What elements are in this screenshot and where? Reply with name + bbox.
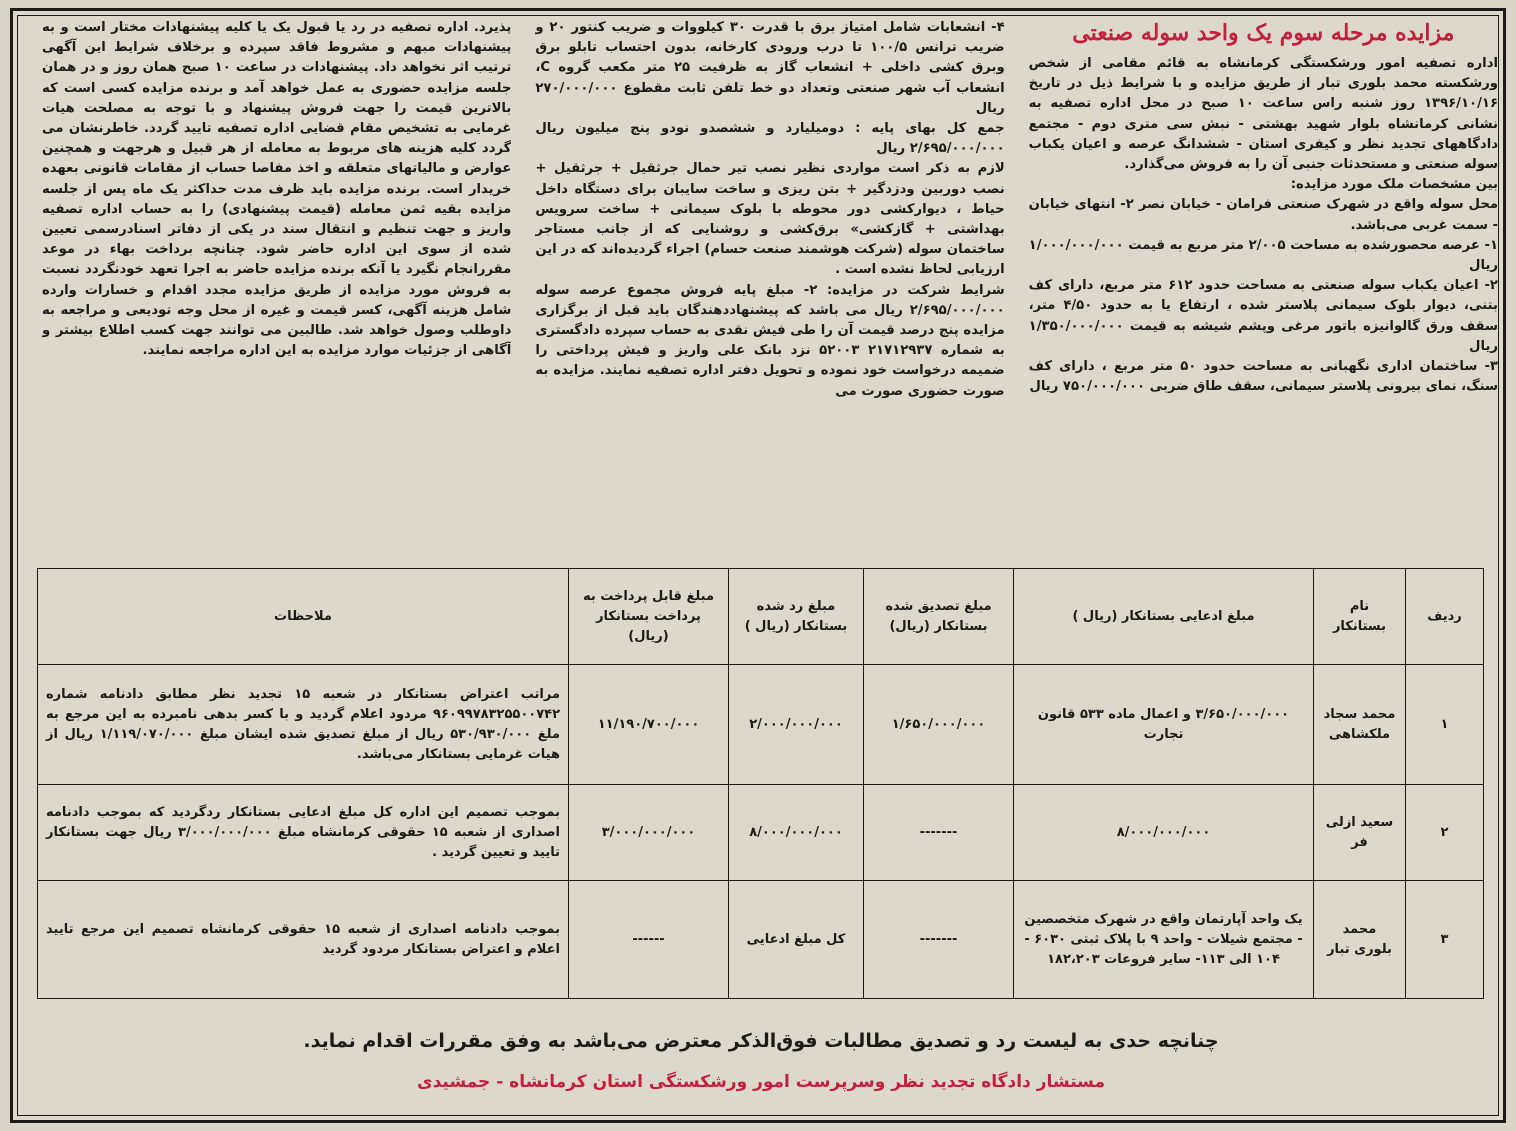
table-header-row bbox=[38, 569, 1484, 665]
ad-paragraph: بین مشخصات ملک مورد مزایده: bbox=[1290, 177, 1498, 193]
cell-notes: بموجب تصمیم این اداره کل مبلغ ادعایی بستانکار ردگردید که بموجب دادنامه اصداری از شعبه ۱۵ حقوقی کرمانشاه مبلغ ۳/۰۰۰/۰۰۰/۰۰۰ ریال جهت بستانکار تایید و تعیین گردید . bbox=[38, 785, 569, 881]
footer-objection-notice: چنانچه حدی به لیست رد و تصدیق مطالبات فوق‌الذکر معترض می‌باشد به وفق مقررات اقدام نماید. bbox=[303, 1030, 1219, 1052]
cell-claimed-amount: ۳/۶۵۰/۰۰۰/۰۰۰ و اعمال ماده ۵۳۳ قانون تجارت bbox=[1014, 665, 1314, 785]
header-notes: ملاحظات bbox=[38, 569, 569, 665]
cell-row-number: ۳ bbox=[1406, 881, 1484, 999]
cell-row-number: ۱ bbox=[1406, 665, 1484, 785]
ad-paragraph: لازم به ذکر است مواردی نظیر نصب تیر حمال جرثقیل + جرثقیل + نصب دوربین ودزدگیر + بتن ریزی و ساخت سایبان برای دستگاه داخل حیاط ، دیوارکشی دور محوطه با بلوک سیمانی + ساخت سرویس بهداشتی + گازکشی» برق‌کشی و روشنایی که از جانب مستاجر ساختمان سوله (شرکت هوشمند صنعت حسام) اجراء گردیده‌اند که در این ارزیابی لحاظ نشده است . bbox=[535, 161, 1005, 278]
cell-approved-amount: ------- bbox=[864, 881, 1014, 999]
ad-paragraph: ۱- عرصه محصورشده به مساحت ۲/۰۰۵ متر مربع به قیمت ۱/۰۰۰/۰۰۰/۰۰۰ ریال bbox=[1028, 237, 1498, 274]
header-row-number: ردیف bbox=[1406, 569, 1484, 665]
cell-rejected-amount: ۸/۰۰۰/۰۰۰/۰۰۰ bbox=[729, 785, 864, 881]
ad-text-columns bbox=[42, 18, 1498, 558]
creditors-table bbox=[37, 568, 1484, 999]
table-row bbox=[38, 881, 1484, 999]
cell-approved-amount: ۱/۶۵۰/۰۰۰/۰۰۰ bbox=[864, 665, 1014, 785]
cell-notes: بموجب دادنامه اصداری از شعبه ۱۵ حقوقی کرمانشاه تصمیم این مرجع تایید اعلام و اعتراض بستانکار مردود گردید bbox=[38, 881, 569, 999]
cell-row-number: ۲ bbox=[1406, 785, 1484, 881]
ad-paragraph: جمع کل بهای پایه : دومیلیارد و ششصدو نودو پنج میلیون ریال ۲/۶۹۵/۰۰۰/۰۰۰ ریال bbox=[535, 121, 1005, 157]
header-approved-amount: مبلغ تصدیق شده بستانکار (ریال) bbox=[864, 569, 1014, 665]
cell-rejected-amount: کل مبلغ ادعایی bbox=[729, 881, 864, 999]
header-rejected-amount: مبلغ رد شده بستانکار (ریال ) bbox=[729, 569, 864, 665]
header-payable-amount: مبلغ قابل پرداخت به پرداخت بستانکار (ریال) bbox=[569, 569, 729, 665]
ad-paragraph: شرایط شرکت در مزایده: ۲- مبلغ پایه فروش مجموع عرصه سوله ۲/۶۹۵/۰۰۰/۰۰۰ ریال می باشد که پیشنهاددهندگان باید قبل از برگزاری مزایده پنج درصد قیمت آن را طی فیش نقدی به حساب سپرده دادگستری به شماره ۲۱۷۱۲۹۳۷ ۵۲۰۰۳ نزد بانک علی واریز و فیش پرداختی را ضمیمه درخواست خود نموده و تحویل دفتر اداره تصفیه نمایند. مزایده به صورت حضوری صورت می bbox=[535, 282, 1005, 399]
ad-paragraph: پذیرد. اداره تصفیه در رد یا قبول یک یا کلیه پیشنهادات مختار است و به پیشنهادات مبهم و مشروط فاقد سپرده و برخلاف شرایط این آگهی ترتیب اثر نخواهد داد. پیشنهادات در ساعت ۱۰ صبح همان روز و در همان جلسه مزایده حضوری به عمل خواهد آمد و برنده مزایده کسی است که بالاترین قیمت را جهت فروش پیشنهاد و با توجه به مصلحت هیات غرمایی به تشخیص مقام قضایی اداره تصفیه تایید گردد. خاطرنشان می گردد کلیه هزینه های مربوط به معامله از هر قبیل و هرجهت و همچنین عوارض و مالیاتهای متعلقه و اخذ مفاصا حساب از مقامات قانونی بعهده خریدار است. برنده مزایده باید ظرف مدت حداکثر یک ماه پس از جلسه مزایده بقیه ثمن معامله (قیمت پیشنهادی) را به حساب اداره تصفیه واریز و جهت تنظیم و انتقال سند در یکی از دفاتر اسنادرسمی تعیین شده از سوی این اداره حاضر شود. چنانچه برداخت بهاء در موعد مقررانجام نگیرد یا آنکه برنده مزایده حاضر به اجرا تعهد خودنگردد نسبت به فروش مورد مزایده از طریق مزایده مجدد اقدام و خسارات وارده شامل هزینه آگهی، کسر قیمت و غیره از محل وجه تودیعی و مراجعه به داوطلب وصول خواهد شد. طالبین می توانند جهت کسب اطلاع بیشتر و آگاهی از جزئیات موارد مزایده به این اداره مراجعه نمایند. bbox=[42, 20, 512, 359]
cell-creditor-name: سعید ازلی فر bbox=[1314, 785, 1406, 881]
cell-notes: مراتب اعتراض بستانکار در شعبه ۱۵ تجدید نظر مطابق دادنامه شماره ۹۶۰۹۹۷۸۳۲۵۵۰۰۷۴۲ مردود اعلام گردید و با کسر بدهی نامبرده به این مرجع به ملغ ۵۳۰/۹۳۰/۰۰۰ ریال از مبلغ تصدیق شده ایشان مبلغ ۱/۱۱۹/۰۷۰/۰۰۰ ریال از هیات غرمایی بستانکار می‌باشد. bbox=[38, 665, 569, 785]
cell-approved-amount: ------- bbox=[864, 785, 1014, 881]
cell-payable-amount: ------ bbox=[569, 881, 729, 999]
table-row bbox=[38, 785, 1484, 881]
ad-title: مزایده مرحله سوم یک واحد سوله صنعتی bbox=[1072, 20, 1455, 46]
ad-paragraph: اداره تصفیه امور ورشکستگی کرمانشاه به قائم مقامی از شخص ورشکسته محمد بلوری تبار از طریق مزایده و با شرایط ذیل در تاریخ ۱۳۹۶/۱۰/۱۶ روز شنبه راس ساعت ۱۰ صبح در محل اداره تصفیه به نشانی کرمانشاه بلوار شهید بهشتی - نبش سی متری دوم - مجتمع دادگاههای تجدید نظر و کیفری استان - ششدانگ عرصه و اعیان یکباب سوله صنعتی و مستحدثات جنبی آن را به فروش می‌گذارد. bbox=[1028, 56, 1498, 173]
cell-claimed-amount: یک واحد آپارتمان واقع در شهرک متخصصین - مجتمع شیلات - واحد ۹ با پلاک ثبتی ۶۰۳۰ - ۱۰۴ الی ۱۱۳- سایر فروعات ۱۸۲،۲۰۳ bbox=[1014, 881, 1314, 999]
ad-paragraph: ۳- ساختمان اداری نگهبانی به مساحت حدود ۵۰ متر مربع ، دارای کف سنگ، نمای بیرونی پلاستر سیمانی، سقف طاق ضربی ۷۵۰/۰۰۰/۰۰۰ ریال bbox=[1028, 359, 1498, 395]
cell-payable-amount: ۱۱/۱۹۰/۷۰۰/۰۰۰ bbox=[569, 665, 729, 785]
ad-column-2 bbox=[535, 18, 1004, 558]
header-creditor-name: نام بستانکار bbox=[1314, 569, 1406, 665]
table-row bbox=[38, 665, 1484, 785]
ad-paragraph: ۴- انشعابات شامل امتیاز برق با قدرت ۳۰ کیلووات و ضریب کنتور ۲۰ و ضریب ترانس ۱۰۰/۵ تا درب ورودی کارخانه، بدون احتساب تابلو برق وبرق کشی داخلی + انشعاب گاز به ظرفیت ۲۵ متر مکعب گروه C، انشعاب آب شهر صنعتی وتعداد دو خط تلفن ثابت مقطوع ۲۷۰/۰۰۰/۰۰۰ ریال bbox=[535, 20, 1005, 116]
header-claimed-amount: مبلغ ادعایی بستانکار (ریال ) bbox=[1014, 569, 1314, 665]
ad-column-3 bbox=[42, 18, 511, 558]
cell-creditor-name: محمد بلوری تبار bbox=[1314, 881, 1406, 999]
ad-paragraph: محل سوله واقع در شهرک صنعتی فرامان - خیابان نصر ۲- انتهای خیابان - سمت غربی می‌باشد. bbox=[1028, 197, 1498, 233]
cell-rejected-amount: ۲/۰۰۰/۰۰۰/۰۰۰ bbox=[729, 665, 864, 785]
ad-column-1 bbox=[1029, 18, 1498, 558]
footer-signature: مستشار دادگاه تجدید نظر وسرپرست امور ورشکستگی استان کرمانشاه - جمشیدی bbox=[417, 1072, 1105, 1092]
cell-claimed-amount: ۸/۰۰۰/۰۰۰/۰۰۰ bbox=[1014, 785, 1314, 881]
cell-payable-amount: ۳/۰۰۰/۰۰۰/۰۰۰ bbox=[569, 785, 729, 881]
ad-paragraph: ۲- اعیان یکباب سوله صنعتی به مساحت حدود ۶۱۲ متر مربع، دارای کف بتنی، دیوار بلوک سیمانی پلاستر شده ، ارتفاع یا به حدود ۴/۵۰ متر، سقف ورق گالوانیزه باتور مرغی وپشم شیشه به قیمت ۱/۳۵۰/۰۰۰/۰۰۰ ریال bbox=[1028, 278, 1498, 354]
cell-creditor-name: محمد سجاد ملکشاهی bbox=[1314, 665, 1406, 785]
